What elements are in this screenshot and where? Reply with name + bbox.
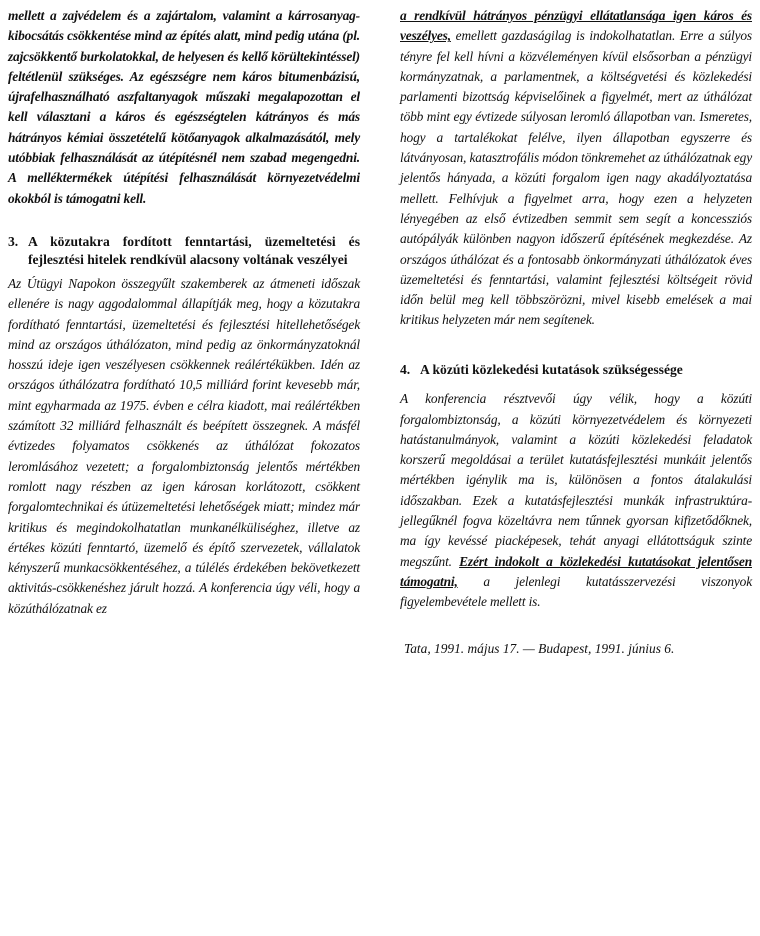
section-4-heading xyxy=(400,361,752,380)
place-date: Tata, 1991. május 17. — Budapest, 1991. június 6. xyxy=(404,640,675,656)
section-4-number: 4. xyxy=(400,361,411,377)
section-3-paragraph: Az Útügyi Napokon összegyűlt szakemberek az átmeneti időszak ellenére is nagy aggodalommal állapítják meg, hogy a közutakra fordítható fenntartási, üzemeltetési és fejlesztési hitellehetőségek mind az országos úthálózaton, mind pedig az önkormányzatoknál hosszú ideje igen veszélyesen csökkennek reálértékükben. Idén az országos úthálózatra fordítható 10,5 milliárd forint kevesebb már, mint egyharmada az 1975. évben e célra kiadott, mai reálértékben számított 32 milliárd felhasznált és beépített összegnek. A másfél évtizedes folyamatos csökkenés az úthálózat fokozatos leromlásához vezetett; a forgalombiztonság jelentős mértékben romlott nagy részben az igen károsan korlátozott, csökkent forgalomtechnikai és útüzemeltetési lehetőségek miatt; mindez már kritikus és megindokolhatatlan munkanélküliséghez, illetve az értékes közúti fenntartó, üzemelő és építő szervezetek, vállalatok kényszerű munkacsökkentéséhez, a túlélés érdekében bekövetkezett aktivitás-csökkenéshez járult hozzá. A konferencia úgy véli, hogy a közúthálózatnak ez xyxy=(8,275,360,616)
section-3-heading xyxy=(8,233,360,270)
continuation-emphasis: a rendkívül hátrányos pénzügyi ellátatlansága igen káros és veszélyes, xyxy=(400,8,752,44)
continuation-paragraph xyxy=(400,6,752,331)
section-4-text: A konferencia résztvevői úgy vélik, hogy a közúti forgalombiztonság, a közúti környezetvédelem és környezeti hatástanulmányok, valamint a közúti közlekedési feladatok korszerű megoldásai a terület kutatásfejlesztési munkáit jelentős mértékben igénylik ma is, különösen a fontos átalakulási időszakban. Ezek a kutatásfejlesztési munkák infrastruktúra-jellegűknél fogva közeltávra nem tűnnek gyorsan kifizetődőknek, ma így kevéssé piacképesek, tehát anyagi ellátottságuk szinte megszűnt. xyxy=(400,391,752,569)
section-3-title: A közutakra fordított fenntartási, üzemeltetési és fejlesztési hitelek rendkívül alacsony voltának veszélyei xyxy=(28,233,360,268)
section-4-paragraph xyxy=(400,389,752,612)
section-3-number: 3. xyxy=(8,233,19,249)
right-column xyxy=(400,6,752,659)
continuation-text: emellett gazdaságilag is indokolhatatlan. Erre a súlyos tényre fel kell hívni a közvéleményen kívül elsősorban a pénzügyi kormányzatnak, a parlamentnek, a költségvetési és közlekedési parlamenti bizottság képviselőinek a figyelmét, mert az úthálózat több mint egy évtizede súlyosan leromló állapotban van. Ismeretes, hogy a tartalékokat felélve, ilyen állapotban egyszerre és látványosan, katasztrofális módon tönkremehet az úthálózatnak egy jelentős hányada, a közúti forgalom igen nagy akadályoztatása mellett. Felhívjuk a figyelmet arra, hogy ezen a helyzeten lényegében az első évtizedben semmit sem segít a koncessziós autópályák különben nagyon időszerű építésének megkezdése. Az országos úthálózat és a fontosabb önkormányzati úthálózatok éves üzemeltetési és fenntartási, valamint fejlesztési költségeit rövid időn belül meg kell többszörözni, mivel kisebb emelések a mai kritikus helyzeten már nem segítenek. xyxy=(400,28,752,328)
intro-paragraph: mellett a zajvédelem és a zajártalom, valamint a kárrosanyag-kibocsátás csökkentése mind az építés alatt, mind pedig utána (pl. zajcsökkentő burkolatokkal, de helyesen és kellő körültekintéssel) feltétlenül szükséges. Az egészségre nem káros bitumenbázisú, újrafelhasználható aszfaltanyagok műszaki megalapozottan el kell választani a káros és egészségtelen kátrányos és más hátrányos kémiai összetételű kötőanyagok alkalmazásától, mely utóbbiak felhasználását az útépítésnél nem szabad megengedni. A melléktermékek útépítési felhasználását környezetvédelmi okokból is támogatni kell. xyxy=(8,8,360,206)
left-column xyxy=(8,6,360,619)
section-4-tail: a jelenlegi kutatásszervezési viszonyok figyelembevétele mellett is. xyxy=(400,573,752,610)
section-4-title: A közúti közlekedési kutatások szükségessége xyxy=(420,361,683,377)
section-4-emphasis: Ezért indokolt a közlekedési kutatásokat jelentősen támogatni, xyxy=(400,553,752,589)
